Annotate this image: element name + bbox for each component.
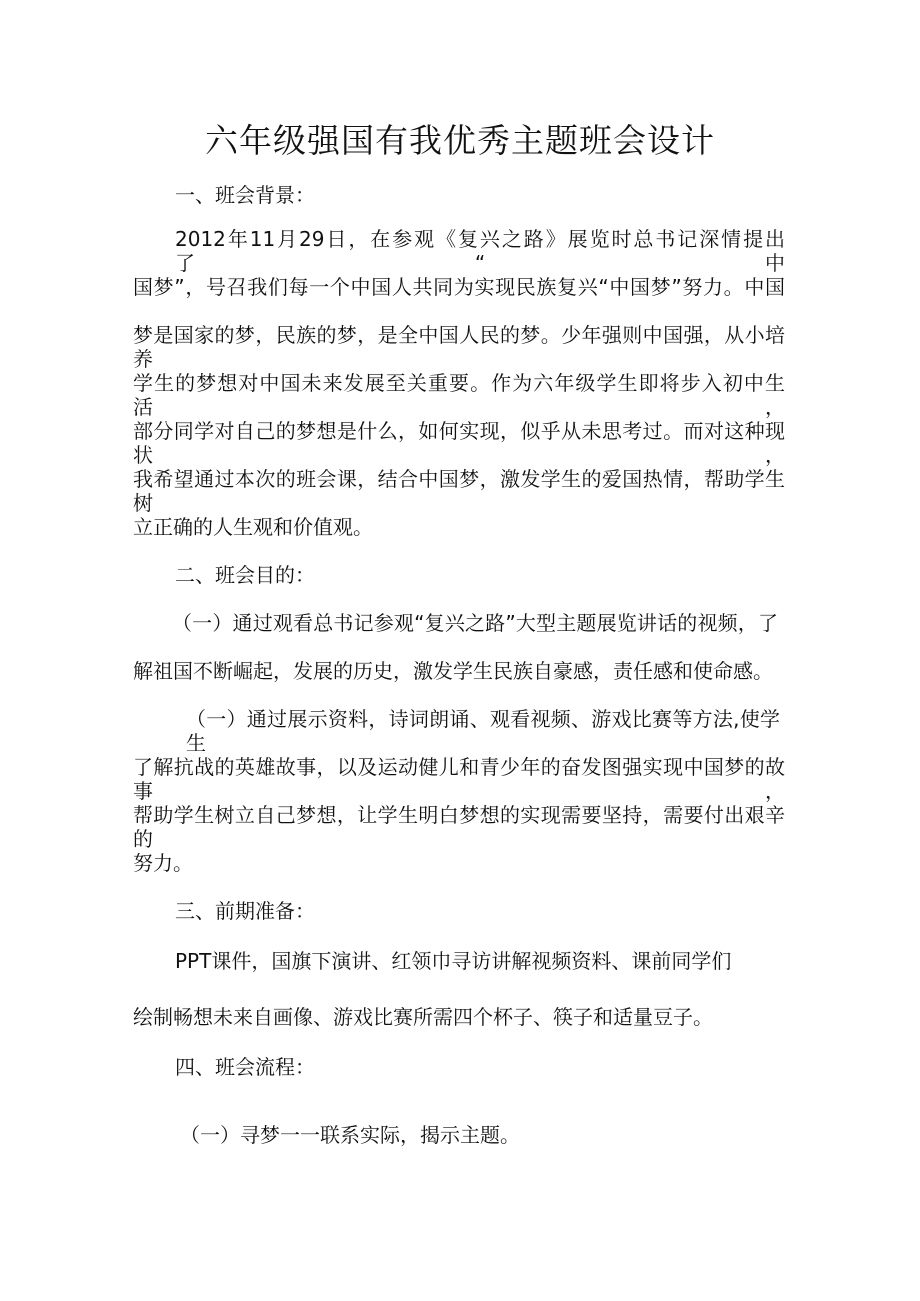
paragraph-line: 帮助学生树立自己梦想，让学生明白梦想的实现需要坚持，需要付出艰辛的 [133,803,785,851]
paragraph-line: 国梦”，号召我们每一个中国人共同为实现民族复兴“中国梦”努力。中国 [133,275,785,299]
paragraph-line: 了解抗战的英雄故事，以及运动健儿和青少年的奋发图强实现中国梦的故事， [133,755,785,803]
document-title: 六年级强国有我优秀主题班会设计 [205,121,715,160]
paragraph-line: 部分同学对自己的梦想是什么，如何实现，似乎从未思考过。而对这种现状， [133,419,785,467]
paragraph-line: 2012年11月29日，在参观《复兴之路》展览时总书记深情提出了“中 [175,227,785,275]
paragraph-line: （一）通过展示资料，诗词朗诵、观看视频、游戏比赛等方法,使学生 [186,707,780,755]
heading-purpose: 二、班会目的： [175,563,315,587]
paragraph-line: 努力。 [133,851,193,875]
paragraph-line: 梦是国家的梦，民族的梦，是全中国人民的梦。少年强则中国强，从小培养 [133,323,785,371]
paragraph-line: 我希望通过本次的班会课，结合中国梦，激发学生的爱国热情，帮助学生树 [133,467,785,515]
paragraph-line: 学生的梦想对中国未来发展至关重要。作为六年级学生即将步入初中生活， [133,371,785,419]
heading-background: 一、班会背景： [175,183,315,207]
heading-preparation: 三、前期准备： [175,899,315,923]
paragraph-line: PPT课件，国旗下演讲、红领巾寻访讲解视频资料、课前同学们 [175,949,732,973]
paragraph-line: 解祖国不断崛起，发展的历史，激发学生民族自豪感，责任感和使命感。 [133,659,773,683]
paragraph-line: （一）寻梦一一联系实际，揭示主题。 [180,1123,520,1147]
paragraph-line: 立正确的人生观和价值观。 [133,515,373,539]
paragraph-line: 绘制畅想未来自画像、游戏比赛所需四个杯子、筷子和适量豆子。 [133,1005,713,1029]
paragraph-line: （一）通过观看总书记参观“复兴之路”大型主题展览讲话的视频，了 [172,611,778,635]
heading-process: 四、班会流程： [175,1055,315,1079]
